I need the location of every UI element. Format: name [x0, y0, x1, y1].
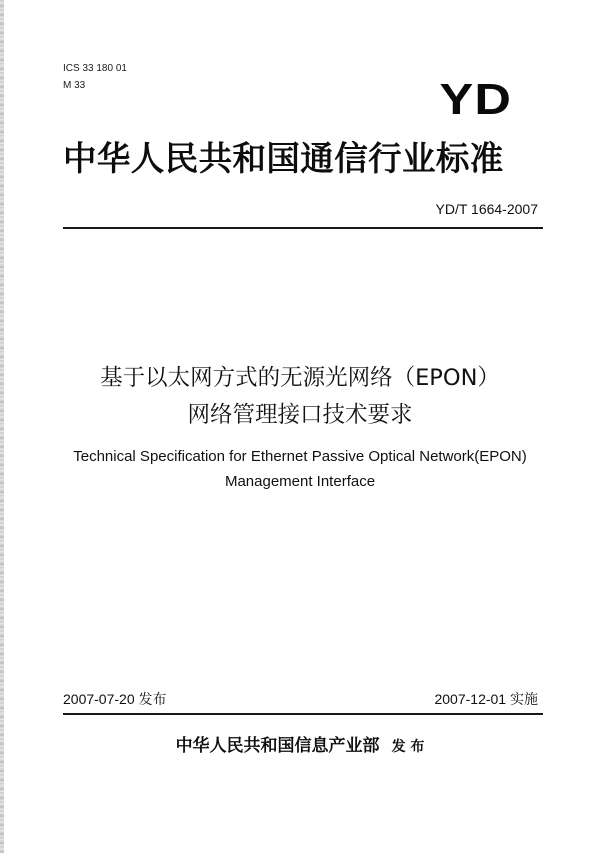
- standard-type-title: 中华人民共和国通信行业标准: [63, 139, 504, 178]
- title-en-line2: Management Interface: [224, 473, 376, 490]
- publisher-action: 发 布: [391, 739, 425, 755]
- implementation-date: 2007-12-01 实施: [434, 691, 538, 707]
- header-divider: [63, 227, 543, 229]
- title-cn-line1: 基于以太网方式的无源光网络（EPON）: [100, 365, 500, 391]
- title-cn-line2: 网络管理接口技术要求: [187, 402, 413, 428]
- title-en-line1: Technical Specification for Ethernet Passive Optical Network(EPON): [73, 448, 527, 465]
- yd-logo: YD: [439, 75, 512, 124]
- standard-number: YD/T 1664-2007: [435, 201, 538, 217]
- ccs-code: M 33: [63, 80, 86, 91]
- footer-divider: [63, 713, 543, 715]
- publisher-line: [0, 735, 600, 758]
- publisher-name: 中华人民共和国信息产业部: [175, 736, 380, 756]
- issue-date: 2007-07-20 发布: [63, 691, 167, 707]
- ics-code: ICS 33 180 01: [63, 63, 127, 74]
